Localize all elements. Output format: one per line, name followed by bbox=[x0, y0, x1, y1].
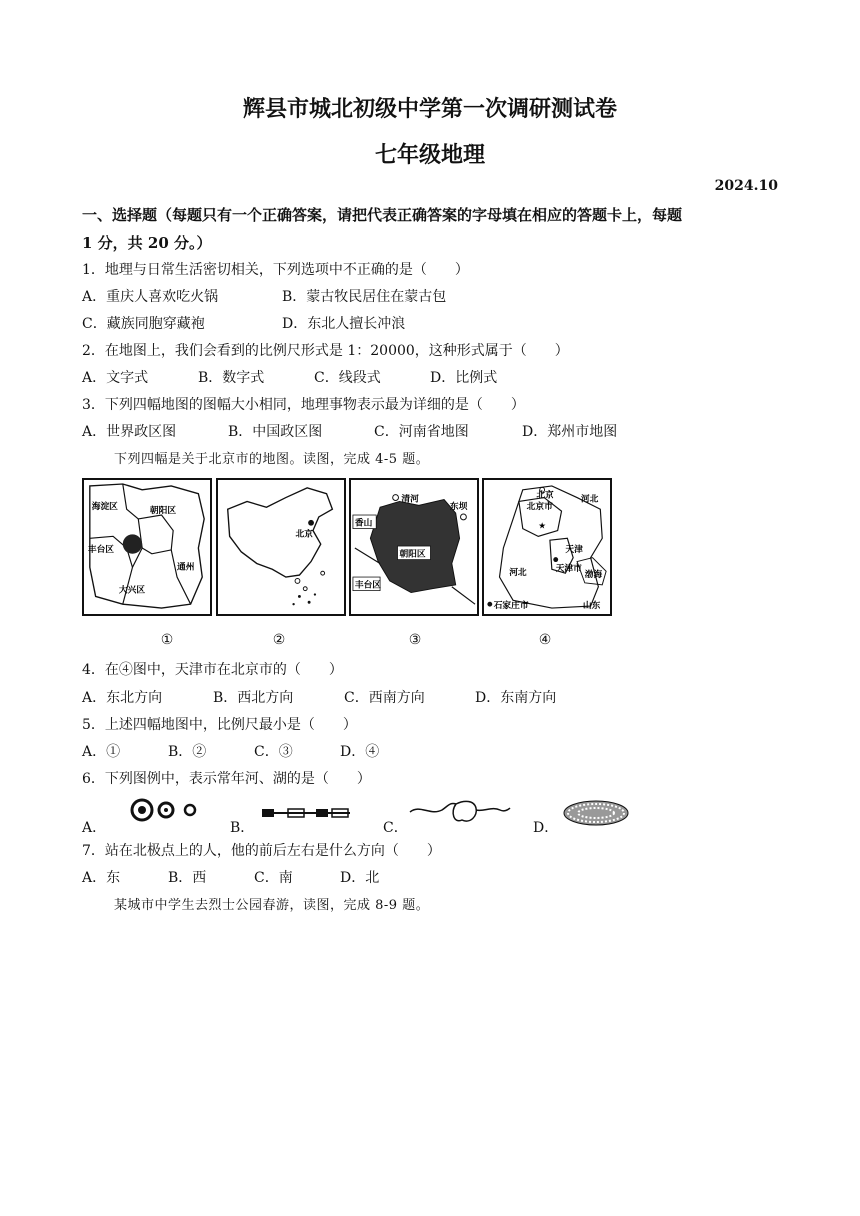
map-4-label-shijiazhuang: 石家庄市 bbox=[493, 601, 529, 612]
question-5-option-c: C．③ bbox=[254, 744, 293, 760]
question-3-option-d: D．郑州市地图 bbox=[522, 424, 618, 440]
map-4-label-shandong: 山东 bbox=[582, 601, 601, 612]
question-4-option-a: A．东北方向 bbox=[82, 690, 163, 706]
question-6-option-d: D． bbox=[533, 820, 559, 836]
legend-settlement-circles-icon bbox=[130, 798, 202, 824]
map-4-label-hebei-south: 河北 bbox=[509, 568, 527, 579]
question-6-stem: 6．下列图例中，表示常年河、湖的是（ ） bbox=[82, 771, 371, 787]
question-2-option-a: A．文字式 bbox=[82, 370, 149, 386]
question-4-option-b: B．西北方向 bbox=[213, 690, 294, 706]
question-5-option-d: D．④ bbox=[340, 744, 380, 760]
question-5-option-a: A．① bbox=[82, 744, 121, 760]
map-4-label-beijing-city: 北京市 bbox=[526, 502, 553, 513]
section-heading-line1: 一、选择题（每题只有一个正确答案，请把代表正确答案的字母填在相应的答题卡上，每题 bbox=[82, 206, 683, 224]
question-7-option-a: A．东 bbox=[82, 870, 121, 886]
map-4-label-hebei-north: 河北 bbox=[580, 494, 599, 505]
legend-dotted-area-icon bbox=[560, 798, 632, 828]
question-5-stem: 5．上述四幅地图中，比例尺最小是（ ） bbox=[82, 717, 357, 733]
question-4-option-c: C．西南方向 bbox=[344, 690, 425, 706]
map-1-caption: ① bbox=[160, 632, 174, 648]
map-4-label-tianjin-city: 天津市 bbox=[555, 564, 582, 575]
question-6-option-c: C． bbox=[383, 820, 408, 836]
exam-title: 辉县市城北初级中学第一次调研测试卷 bbox=[242, 96, 617, 122]
question-7-option-d: D．北 bbox=[340, 870, 380, 886]
map-4-caption: ④ bbox=[538, 632, 552, 648]
map-3-label-dongba: 东坝 bbox=[449, 502, 468, 513]
map-4-label-beijing: 北京 bbox=[536, 490, 554, 501]
question-3-option-a: A．世界政区图 bbox=[82, 424, 177, 440]
exam-subject: 七年级地理 bbox=[374, 142, 485, 168]
question-5-option-b: B．② bbox=[168, 744, 207, 760]
question-4-option-d: D．东南方向 bbox=[475, 690, 557, 706]
section-heading-line2: 1 分，共 20 分。） bbox=[82, 234, 212, 252]
map-3-caption: ③ bbox=[408, 632, 422, 648]
map-4-jing-jin-ji bbox=[482, 478, 612, 616]
question-1-stem: 1．地理与日常生活密切相关，下列选项中不正确的是（ ） bbox=[82, 262, 469, 278]
map-1-label-haidian: 海淀区 bbox=[91, 502, 118, 513]
question-3-option-c: C．河南省地图 bbox=[374, 424, 469, 440]
instruction-q4-5: 下列四幅是关于北京市的地图。读图，完成 4-5 题。 bbox=[114, 452, 430, 467]
legend-river-lake-icon bbox=[408, 798, 512, 828]
question-2-option-d: D．比例式 bbox=[430, 370, 498, 386]
map-1-label-fengtai: 丰台区 bbox=[87, 544, 115, 555]
question-2-stem: 2．在地图上，我们会看到的比例尺形式是 1：20000，这种形式属于（ ） bbox=[82, 343, 569, 359]
map-3-label-chaoyang: 朝阳区 bbox=[399, 549, 426, 560]
map-4-star-icon: ★ bbox=[538, 521, 547, 532]
map-1-label-chaoyang: 朝阳区 bbox=[149, 506, 177, 517]
question-2-option-c: C．线段式 bbox=[314, 370, 381, 386]
map-3-label-fengtai: 丰台区 bbox=[354, 580, 382, 591]
map-3-label-qinghe: 清河 bbox=[401, 494, 419, 505]
map-2-china bbox=[216, 478, 346, 616]
question-2-option-b: B．数字式 bbox=[198, 370, 265, 386]
question-7-option-b: B．西 bbox=[168, 870, 207, 886]
question-4-stem: 4．在④图中，天津市在北京市的（ ） bbox=[82, 662, 343, 678]
map-1-beijing-districts bbox=[82, 478, 212, 616]
map-2-caption: ② bbox=[272, 632, 286, 648]
map-3-beijing-urban bbox=[349, 478, 479, 616]
question-6-option-a: A． bbox=[82, 820, 107, 836]
instruction-q8-9: 某城市中学生去烈士公园春游，读图，完成 8-9 题。 bbox=[114, 898, 430, 913]
map-3-label-xiangshan: 香山 bbox=[354, 518, 373, 529]
exam-date: 2024.10 bbox=[714, 178, 778, 194]
map-1-label-tongzhou: 通州 bbox=[177, 562, 195, 573]
question-1-option-a: A．重庆人喜欢吃火锅 bbox=[82, 289, 219, 305]
question-3-option-b: B．中国政区图 bbox=[228, 424, 323, 440]
map-1-label-daxing: 大兴区 bbox=[118, 585, 146, 596]
question-1-option-d: D．东北人擅长冲浪 bbox=[282, 316, 406, 332]
question-3-stem: 3．下列四幅地图的图幅大小相同，地理事物表示最为详细的是（ ） bbox=[82, 397, 525, 413]
map-2-label-beijing: 北京 bbox=[295, 529, 313, 540]
question-6-option-b: B． bbox=[230, 820, 255, 836]
legend-railway-icon bbox=[258, 804, 354, 822]
question-1-option-b: B．蒙古牧民居住在蒙古包 bbox=[282, 289, 447, 305]
map-4-label-bohai: 渤海 bbox=[584, 570, 603, 581]
question-1-option-c: C．藏族同胞穿藏袍 bbox=[82, 316, 205, 332]
question-7-option-c: C．南 bbox=[254, 870, 293, 886]
map-4-label-tianjin: 天津 bbox=[565, 544, 583, 555]
question-7-stem: 7．站在北极点上的人，他的前后左右是什么方向（ ） bbox=[82, 843, 441, 859]
